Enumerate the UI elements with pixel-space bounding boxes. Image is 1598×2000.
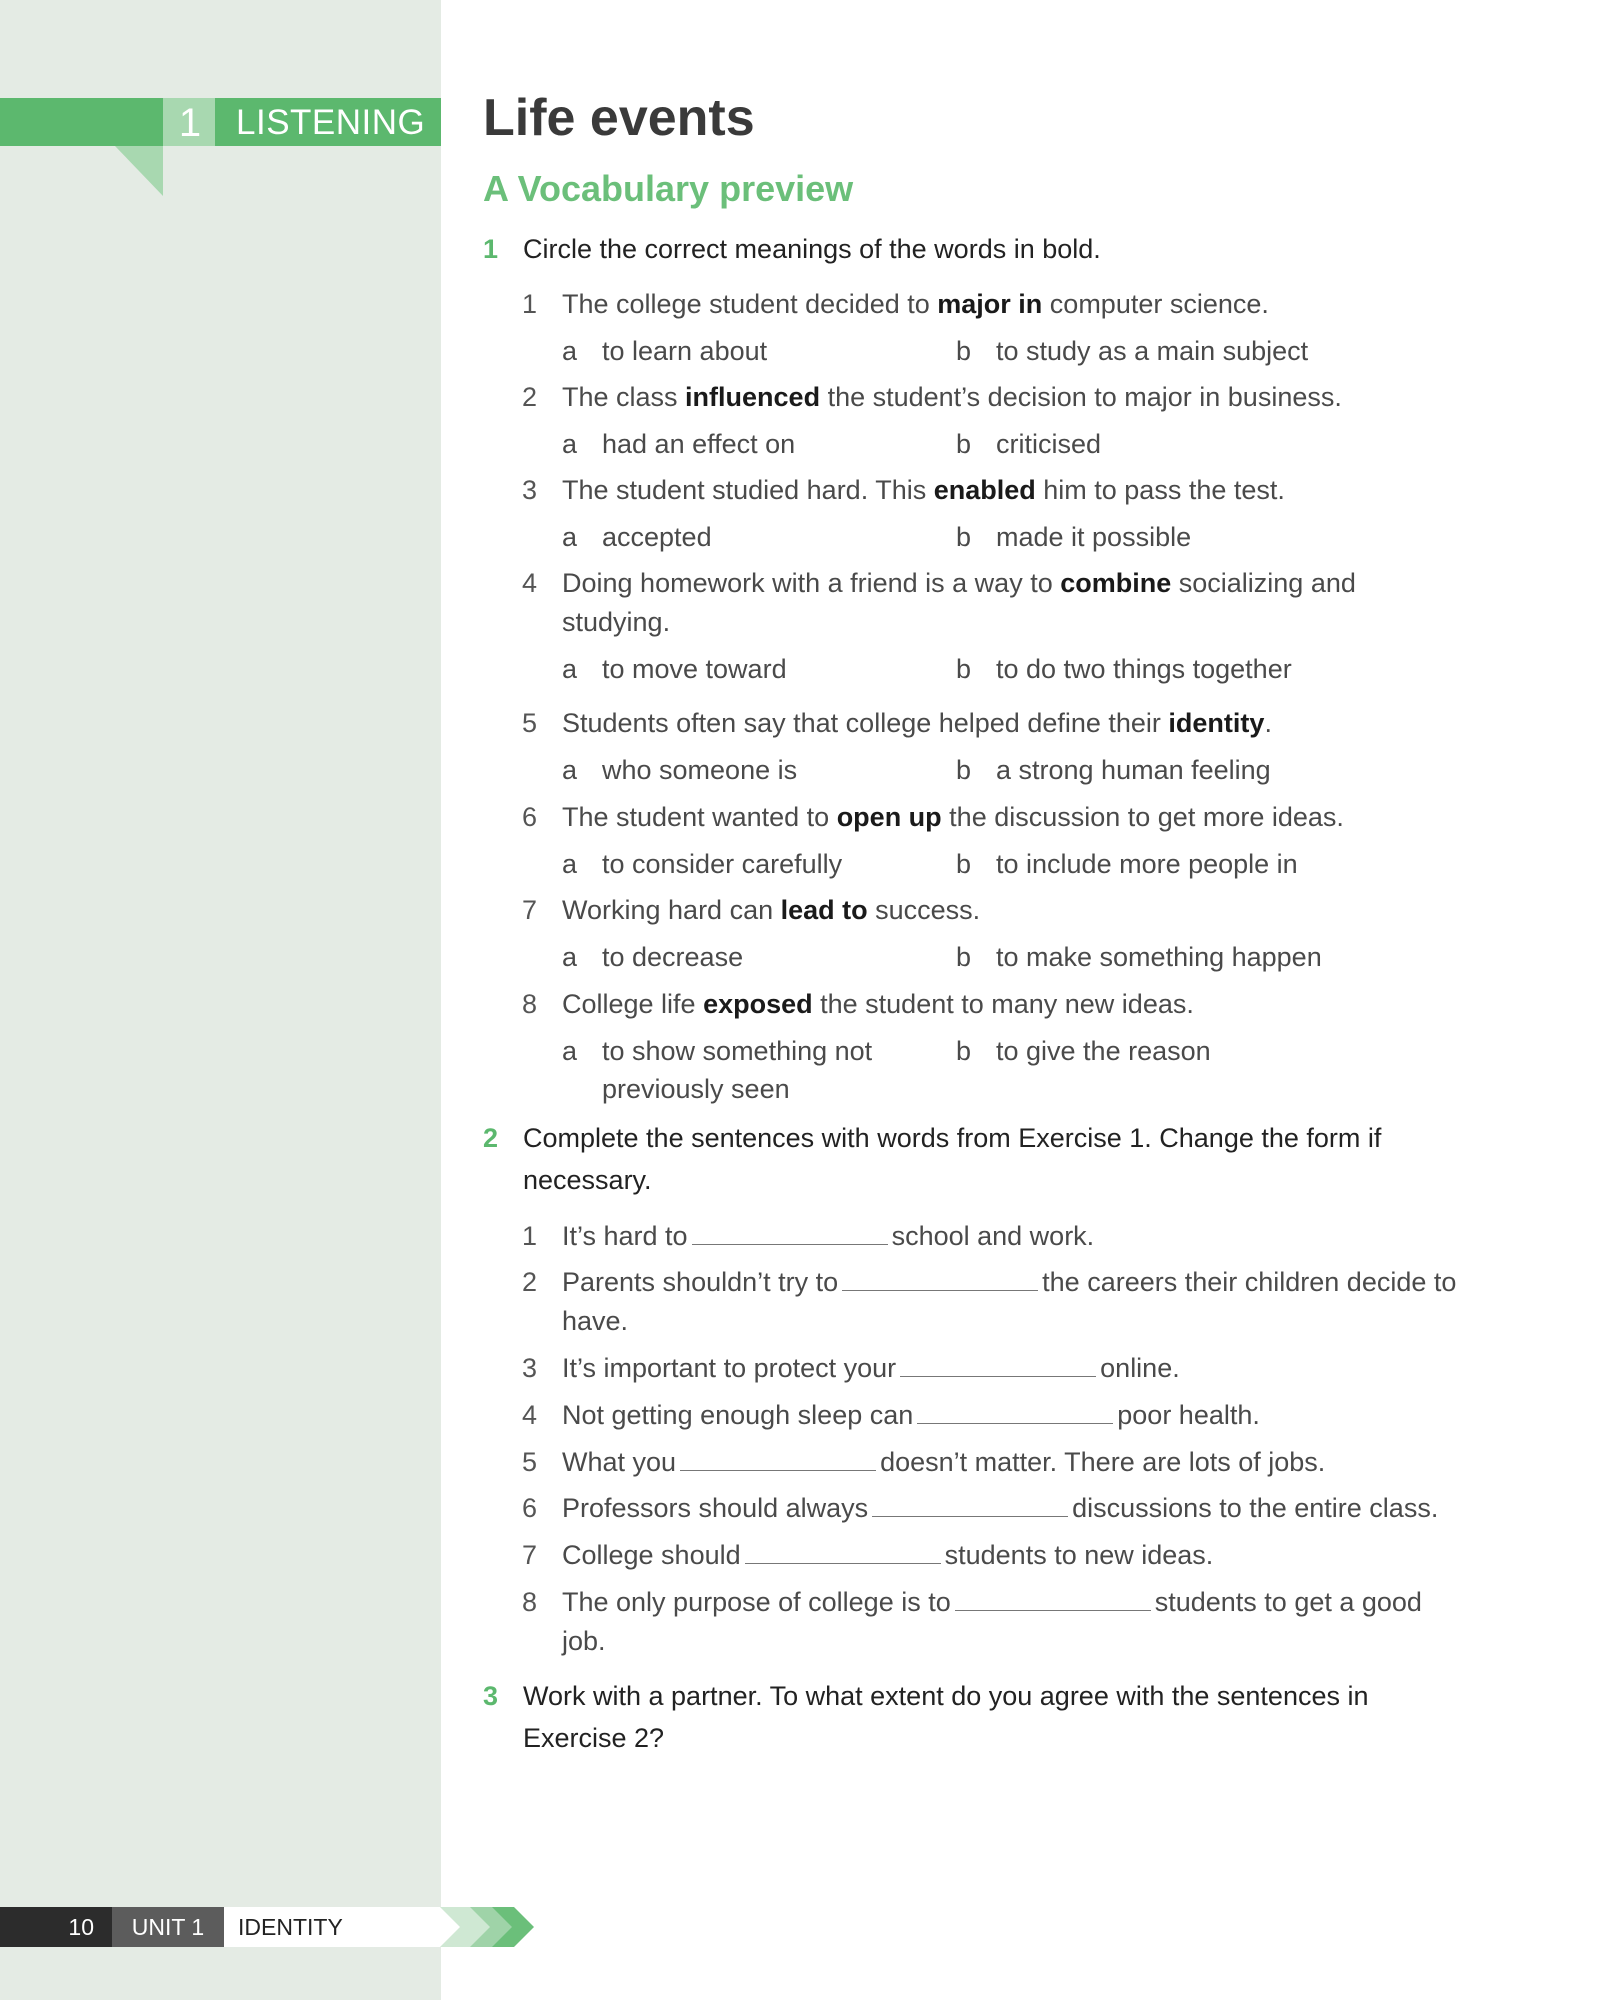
item-sentence [562, 471, 1462, 510]
item-sentence [562, 704, 1462, 743]
item-sentence [562, 1443, 1462, 1482]
item-number: 7 [522, 1540, 538, 1570]
item-number: 6 [522, 1493, 538, 1523]
blank-input[interactable] [842, 1264, 1038, 1291]
option-letter: b [956, 942, 972, 972]
sentence-post: students to get a good job. [562, 1587, 1422, 1656]
exercise-1-instruction [483, 228, 1483, 270]
exercise-2-item [522, 1443, 1462, 1482]
blank-input[interactable] [917, 1397, 1113, 1424]
sentence-pre: It’s hard to [562, 1221, 688, 1251]
instruction-text: Work with a partner. To what extent do you agree with the sentences in Exercise 2? [523, 1681, 1369, 1753]
exercise-3-instruction [483, 1675, 1443, 1759]
blank-input[interactable] [680, 1444, 876, 1471]
sentence-post: doesn’t matter. There are lots of jobs. [880, 1447, 1326, 1477]
bold-word: enabled [933, 475, 1036, 505]
option-text: had an effect on [602, 429, 796, 459]
exercise-number: 2 [483, 1123, 499, 1153]
option-b[interactable] [956, 332, 1376, 370]
option-b[interactable] [956, 751, 1376, 789]
exercise-number: 1 [483, 234, 499, 264]
sentence-pre: It’s important to protect your [562, 1353, 897, 1383]
sentence-pre: Parents shouldn’t try to [562, 1267, 839, 1297]
option-letter: a [562, 849, 578, 879]
exercise-2-instruction [483, 1117, 1443, 1201]
sidebar-panel [0, 0, 441, 2000]
option-a[interactable] [562, 650, 882, 688]
option-text: criticised [996, 429, 1102, 459]
exercise-1-item [522, 798, 1462, 837]
item-number: 2 [522, 382, 538, 412]
item-sentence [562, 1396, 1462, 1435]
exercise-1-item [522, 285, 1462, 324]
item-sentence [562, 285, 1462, 324]
instruction-text: Complete the sentences with words from Exercise 1. Change the form if necessary. [523, 1123, 1382, 1195]
option-letter: b [956, 654, 972, 684]
option-b[interactable] [956, 425, 1376, 463]
item-number: 4 [522, 1400, 538, 1430]
option-text: to do two things together [996, 654, 1292, 684]
item-sentence [562, 1536, 1462, 1575]
option-letter: a [562, 942, 578, 972]
option-a[interactable] [562, 845, 882, 883]
option-b[interactable] [956, 518, 1376, 556]
item-number: 5 [522, 1447, 538, 1477]
sentence-pre: The student studied hard. This [562, 475, 934, 505]
item-sentence [562, 378, 1462, 417]
option-letter: b [956, 849, 972, 879]
sentence-post: . [1264, 708, 1272, 738]
item-number: 1 [522, 1221, 538, 1251]
option-text: to move toward [602, 654, 787, 684]
sentence-pre: College should [562, 1540, 741, 1570]
sentence-pre: Professors should always [562, 1493, 869, 1523]
option-letter: b [956, 755, 972, 785]
sentence-pre: What you [562, 1447, 677, 1477]
bold-word: identity [1168, 708, 1265, 738]
option-text: to consider carefully [602, 849, 843, 879]
option-text: accepted [602, 522, 712, 552]
footer-unit-label: UNIT 1 [112, 1907, 224, 1947]
blank-input[interactable] [692, 1218, 888, 1245]
option-text: to learn about [602, 336, 768, 366]
item-sentence [562, 1263, 1462, 1341]
bold-word: influenced [685, 382, 821, 412]
exercise-1-item [522, 378, 1462, 417]
option-letter: b [956, 336, 972, 366]
option-text: made it possible [996, 522, 1192, 552]
option-a[interactable] [562, 332, 882, 370]
exercise-1-item [522, 471, 1462, 510]
item-sentence [562, 985, 1462, 1024]
option-letter: b [956, 429, 972, 459]
sentence-post: poor health. [1117, 1400, 1260, 1430]
item-number: 1 [522, 289, 538, 319]
option-text: a strong human feeling [996, 755, 1271, 785]
item-number: 8 [522, 989, 538, 1019]
item-number: 3 [522, 1353, 538, 1383]
exercise-1-item [522, 891, 1462, 930]
sentence-pre: The student wanted to [562, 802, 837, 832]
option-text: to make something happen [996, 942, 1322, 972]
sentence-pre: Students often say that college helped define their [562, 708, 1169, 738]
bold-word: lead to [780, 895, 868, 925]
page-title: Life events [483, 89, 755, 147]
sentence-post: online. [1100, 1353, 1180, 1383]
option-letter: b [956, 522, 972, 552]
option-letter: b [956, 1036, 972, 1066]
exercise-2-item [522, 1349, 1462, 1388]
instruction-text: Circle the correct meanings of the words in bold. [523, 234, 1101, 264]
exercise-2-item [522, 1396, 1462, 1435]
item-number: 7 [522, 895, 538, 925]
option-a[interactable] [562, 1032, 882, 1108]
exercise-number: 3 [483, 1681, 499, 1711]
option-a[interactable] [562, 938, 882, 976]
option-a[interactable] [562, 425, 882, 463]
bold-word: exposed [703, 989, 813, 1019]
sentence-post: discussions to the entire class. [1072, 1493, 1439, 1523]
option-text: to study as a main subject [996, 336, 1309, 366]
blank-input[interactable] [872, 1490, 1068, 1517]
sentence-post: him to pass the test. [1035, 475, 1285, 505]
sentence-post: the discussion to get more ideas. [941, 802, 1344, 832]
exercise-1-item [522, 985, 1462, 1024]
option-letter: a [562, 654, 578, 684]
sentence-post: the careers their children decide to have. [562, 1267, 1457, 1336]
footer-chevron-icon [440, 1907, 550, 1947]
sentence-post: students to new ideas. [944, 1540, 1214, 1570]
item-sentence [562, 1217, 1462, 1256]
option-text: to decrease [602, 942, 744, 972]
sentence-pre: Working hard can [562, 895, 781, 925]
exercise-1-item [522, 704, 1462, 743]
sentence-pre: Not getting enough sleep can [562, 1400, 914, 1430]
footer-unit-title: IDENTITY [224, 1907, 450, 1947]
option-text: who someone is [602, 755, 798, 785]
option-b[interactable] [956, 1032, 1376, 1070]
banner-label: LISTENING [236, 103, 426, 142]
item-number: 2 [522, 1267, 538, 1297]
bold-word: major in [937, 289, 1043, 319]
option-b[interactable] [956, 938, 1376, 976]
sentence-pre: The only purpose of college is to [562, 1587, 951, 1617]
sentence-post: the student’s decision to major in business. [820, 382, 1342, 412]
sentence-post: the student to many new ideas. [812, 989, 1194, 1019]
option-letter: a [562, 1036, 578, 1066]
option-text: to show something not previously seen [602, 1036, 873, 1104]
item-sentence [562, 798, 1462, 837]
item-sentence [562, 1349, 1462, 1388]
option-letter: a [562, 429, 578, 459]
footer-page-number: 10 [0, 1907, 112, 1947]
item-sentence [562, 1583, 1462, 1661]
exercise-2-item [522, 1217, 1462, 1256]
item-number: 5 [522, 708, 538, 738]
exercise-2-item [522, 1263, 1462, 1341]
option-b[interactable] [956, 845, 1376, 883]
exercise-2-item [522, 1583, 1462, 1661]
sentence-pre: The college student decided to [562, 289, 938, 319]
option-letter: a [562, 522, 578, 552]
exercise-1-item [522, 564, 1462, 642]
blank-input[interactable] [900, 1350, 1096, 1377]
sentence-post: socializing and studying. [562, 568, 1356, 637]
option-a[interactable] [562, 751, 882, 789]
sentence-pre: Doing homework with a friend is a way to [562, 568, 1061, 598]
item-number: 6 [522, 802, 538, 832]
item-sentence [562, 1489, 1462, 1528]
bold-word: open up [836, 802, 942, 832]
option-text: to include more people in [996, 849, 1298, 879]
option-a[interactable] [562, 518, 882, 556]
option-letter: a [562, 755, 578, 785]
sentence-pre: The class [562, 382, 686, 412]
option-text: to give the reason [996, 1036, 1211, 1066]
bold-word: combine [1060, 568, 1172, 598]
item-number: 4 [522, 568, 538, 598]
option-letter: a [562, 336, 578, 366]
option-b[interactable] [956, 650, 1376, 688]
sentence-post: success. [867, 895, 981, 925]
blank-input[interactable] [955, 1584, 1151, 1611]
exercise-2-item [522, 1489, 1462, 1528]
blank-input[interactable] [745, 1537, 941, 1564]
sentence-post: computer science. [1042, 289, 1269, 319]
sentence-post: school and work. [891, 1221, 1095, 1251]
banner-number: 1 [178, 101, 202, 145]
item-number: 8 [522, 1587, 538, 1617]
item-number: 3 [522, 475, 538, 505]
exercise-2-item [522, 1536, 1462, 1575]
item-sentence [562, 564, 1462, 642]
sentence-pre: College life [562, 989, 704, 1019]
section-heading: A Vocabulary preview [483, 168, 854, 209]
item-sentence [562, 891, 1462, 930]
